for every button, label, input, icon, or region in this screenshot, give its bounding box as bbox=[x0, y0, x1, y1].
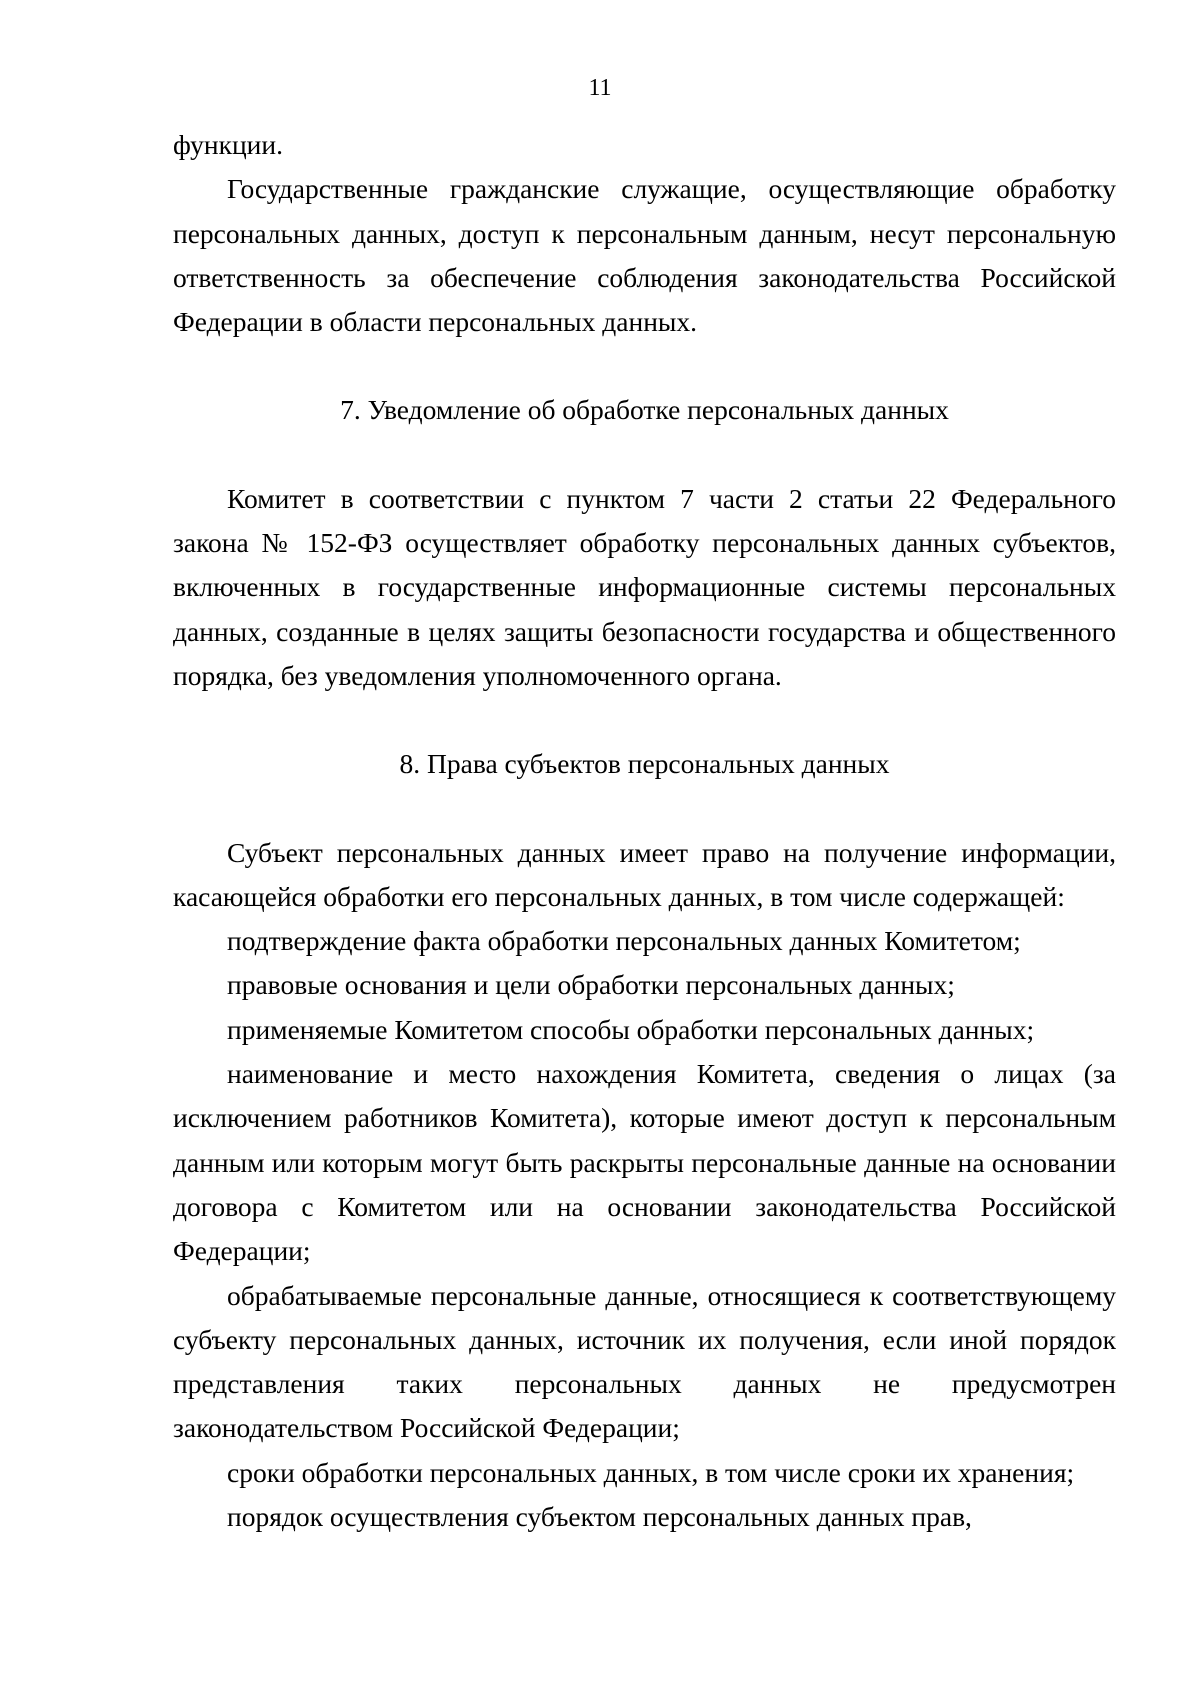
paragraph-subject-rights-intro: Субъект персональных данных имеет право на получение информации, касающейся обработки его персональных данных, в том числе содержащей: bbox=[173, 836, 1116, 912]
list-item-exercise-of-rights: порядок осуществления субъектом персональных данных прав, bbox=[227, 1501, 972, 1533]
section-heading-7: 7. Уведомление об обработке персональных данных bbox=[340, 394, 949, 426]
list-item-confirmation: подтверждение факта обработки персональных данных Комитетом; bbox=[227, 925, 1021, 957]
paragraph-committee-notification: Комитет в соответствии с пунктом 7 части 2 статьи 22 Федерального закона № 152-ФЗ осуществляет обработку персональных данных субъектов, включенных в государственные информационные системы персональных данных, созданные в целях защиты безопасности государства и общественного порядка, без уведомления уполномоченного органа. bbox=[173, 482, 1116, 691]
section-heading-8: 8. Права субъектов персональных данных bbox=[399, 748, 890, 780]
paragraph-continuation: функции. bbox=[173, 129, 283, 160]
page-number: 11 bbox=[588, 75, 612, 101]
list-item-committee-name-location: наименование и место нахождения Комитета, сведения о лицах (за исключением работников Комитета), которые имеют доступ к персональным данным или которым могут быть раскрыты персональные данные на основании договора с Комитетом или на основании законодательства Российской Федерации; bbox=[173, 1058, 1116, 1267]
document-body bbox=[173, 123, 1116, 1539]
paragraph-civil-servants-responsibility: Государственные гражданские служащие, осуществляющие обработку персональных данных, доступ к персональным данным, несут персональную ответственность за обеспечение соблюдения законодательства Российской Федерации в области персональных данных. bbox=[173, 173, 1116, 338]
list-item-legal-grounds: правовые основания и цели обработки персональных данных; bbox=[227, 969, 955, 1001]
list-item-processing-methods: применяемые Комитетом способы обработки персональных данных; bbox=[227, 1013, 1035, 1045]
list-item-processing-terms: сроки обработки персональных данных, в том числе сроки их хранения; bbox=[227, 1456, 1075, 1488]
list-item-processed-data: обрабатываемые персональные данные, относящиеся к соответствующему субъекту персональных данных, источник их получения, если иной порядок представления таких персональных данных не предусмотрен законодательством Российской Федерации; bbox=[173, 1279, 1116, 1444]
